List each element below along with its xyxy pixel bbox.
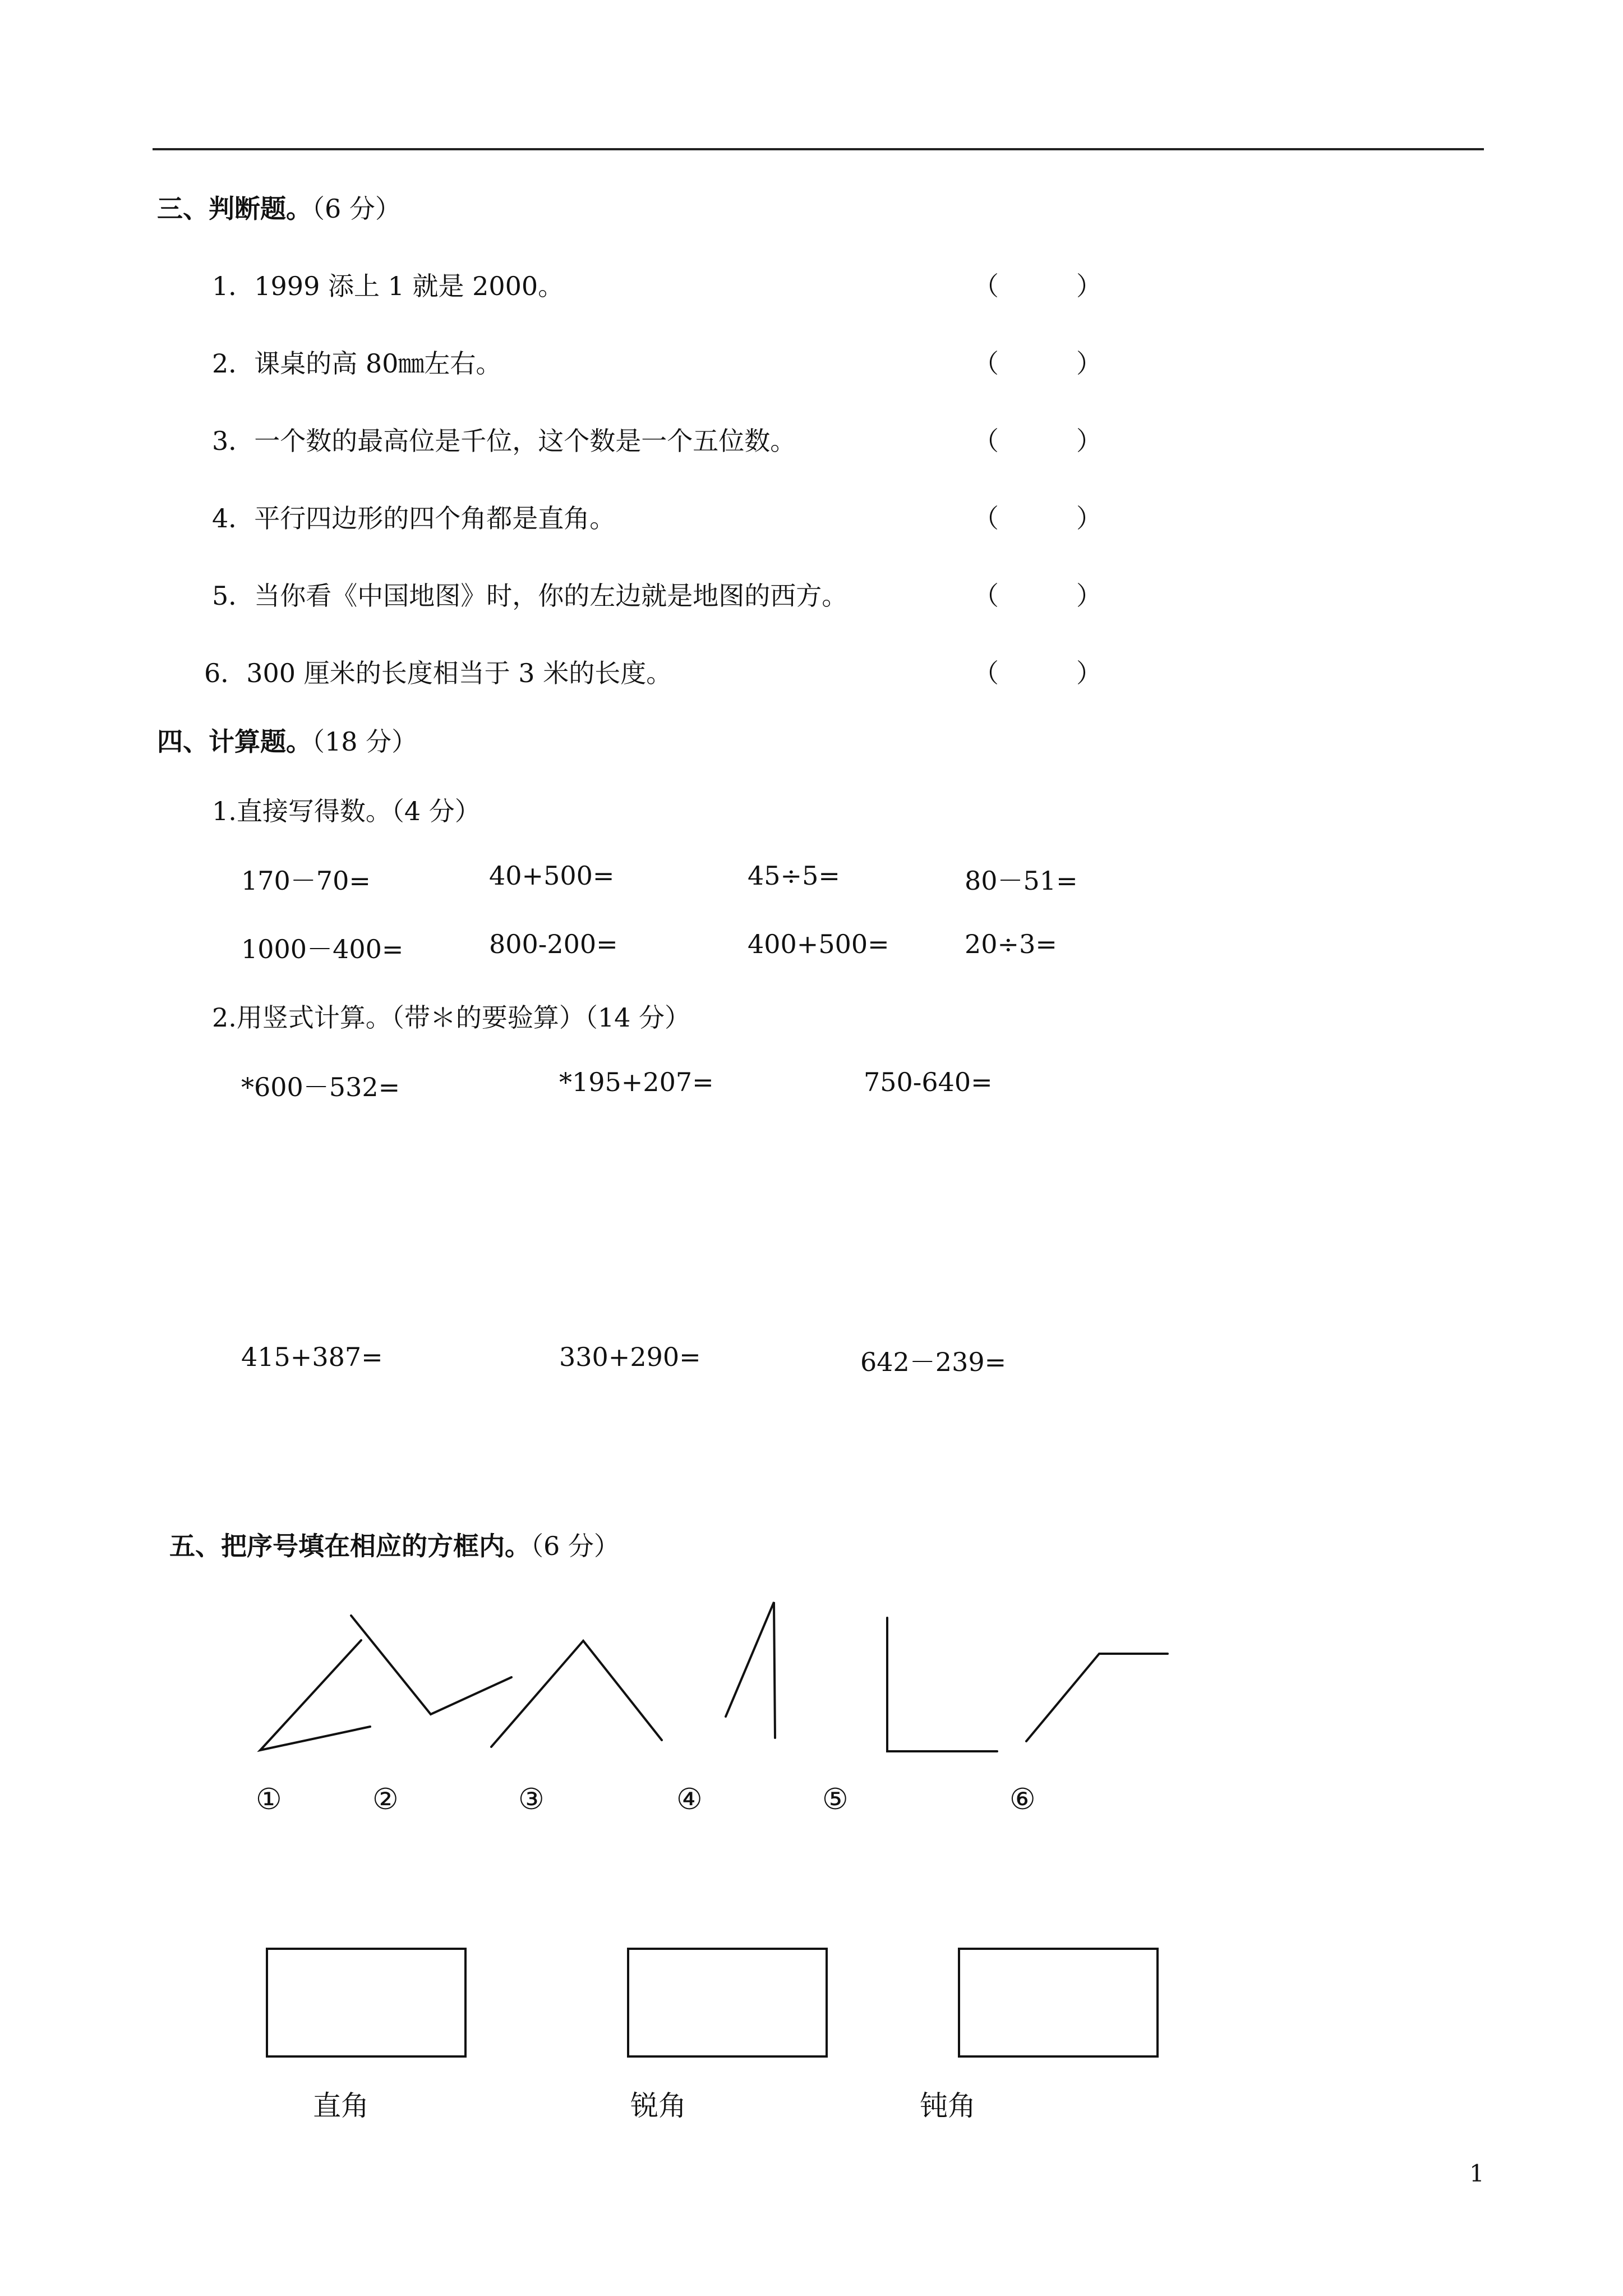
angle-number-3: ③ (518, 1783, 545, 1816)
oral-calc-2: 40+500= (489, 861, 615, 891)
oral-calc-4: 80－51= (965, 866, 1078, 896)
section3-points: （6 分） (312, 194, 401, 224)
calc-part1-title: 1.直接写得数。（4 分） (212, 796, 481, 826)
vertical-calc-6: 642－239= (860, 1347, 1007, 1377)
oral-calc-5: 1000－400= (241, 934, 404, 964)
vertical-calc-4: 415+387= (241, 1342, 383, 1372)
section3-title: 三、判断题。 (157, 194, 312, 224)
judge-item-6: 6．300 厘米的长度相当于 3 米的长度。 (204, 658, 672, 688)
oral-calc-8: 20÷3= (965, 929, 1057, 959)
angle-4-acute (726, 1602, 775, 1738)
angle-number-6: ⑥ (1009, 1783, 1036, 1816)
answer-box-acute[interactable] (628, 1949, 827, 2056)
oral-calc-6: 800-200= (489, 929, 618, 959)
vertical-calc-2: *195+207= (559, 1067, 714, 1097)
page-number: 1 (1469, 2160, 1484, 2187)
angle-2-obtuse (351, 1616, 511, 1714)
section4-title: 四、计算题。 (157, 726, 312, 757)
angle-5-right (887, 1618, 997, 1751)
angle-6-obtuse (1026, 1654, 1168, 1741)
angle-number-1: ① (256, 1783, 282, 1816)
answer-box-obtuse[interactable] (959, 1949, 1158, 2056)
judge-blank-5[interactable]: （ ） (973, 581, 1102, 611)
vertical-calc-5: 330+290= (559, 1342, 701, 1372)
angle-number-5: ⑤ (822, 1783, 849, 1816)
label-obtuse-angle: 钝角 (920, 2090, 976, 2122)
section5-title: 五、把序号填在相应的方框内。 (169, 1531, 531, 1561)
section5-points: （6 分） (531, 1531, 620, 1561)
judge-item-1: 1．1999 添上 1 就是 2000。 (212, 271, 564, 301)
oral-calc-3: 45÷5= (748, 861, 840, 891)
vertical-calc-1: *600－532= (241, 1072, 400, 1102)
judge-item-2: 2．课桌的高 80㎜左右。 (212, 348, 502, 379)
judge-blank-4[interactable]: （ ） (973, 503, 1102, 533)
angle-number-2: ② (372, 1783, 399, 1816)
judge-blank-3[interactable]: （ ） (973, 426, 1102, 456)
oral-calc-7: 400+500= (748, 929, 889, 959)
angle-3-acute (491, 1641, 662, 1747)
oral-calc-1: 170－70= (241, 866, 371, 896)
judge-blank-1[interactable]: （ ） (973, 271, 1102, 301)
judge-item-3: 3．一个数的最高位是千位，这个数是一个五位数。 (212, 426, 796, 456)
angle-number-4: ④ (676, 1783, 703, 1816)
angle-1-acute (260, 1640, 370, 1750)
answer-box-right[interactable] (267, 1949, 465, 2056)
judge-blank-6[interactable]: （ ） (973, 658, 1102, 688)
judge-item-5: 5．当你看《中国地图》时，你的左边就是地图的西方。 (212, 581, 848, 611)
calc-part2-title: 2.用竖式计算。（带＊的要验算）（14 分） (212, 1002, 691, 1033)
section4-points: （18 分） (312, 726, 418, 757)
judge-blank-2[interactable]: （ ） (973, 348, 1102, 379)
vertical-calc-3: 750-640= (864, 1067, 993, 1097)
label-acute-angle: 锐角 (630, 2090, 686, 2122)
label-right-angle: 直角 (313, 2090, 369, 2122)
judge-item-4: 4．平行四边形的四个角都是直角。 (212, 503, 616, 533)
